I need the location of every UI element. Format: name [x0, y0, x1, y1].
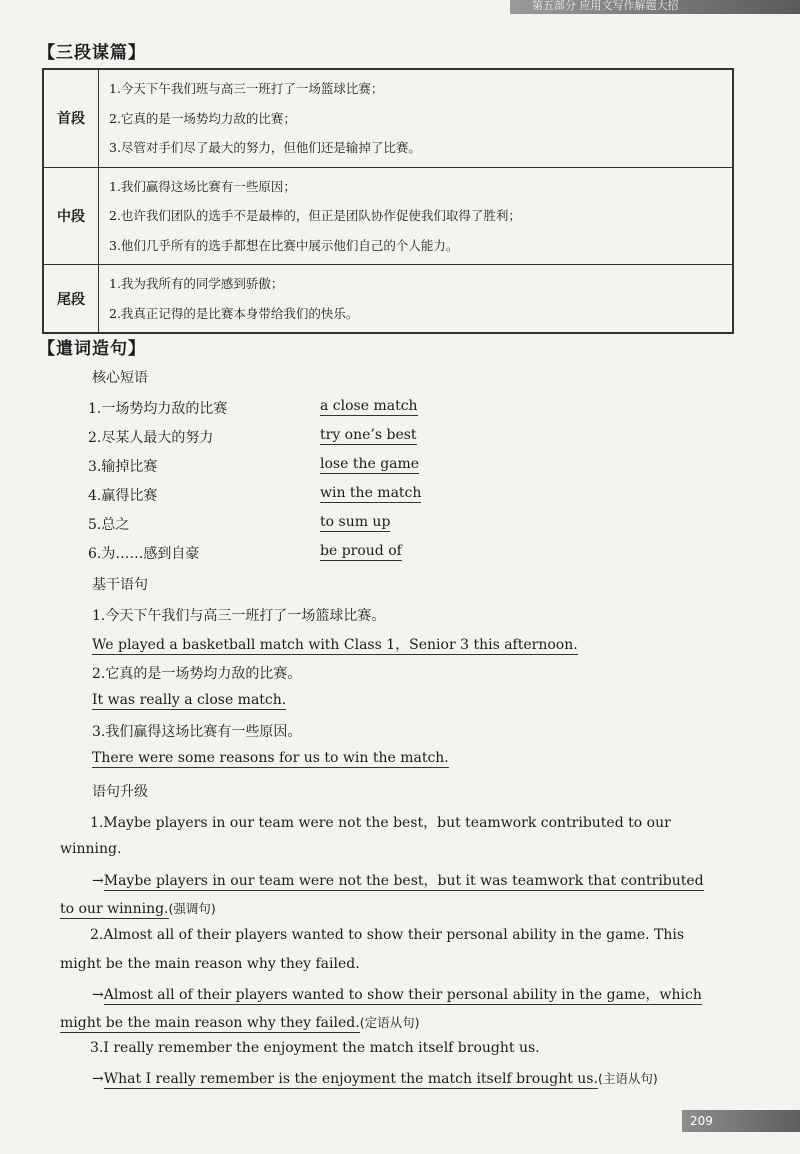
upgrade-original: 2.Almost all of their players wanted to show their personal ability in the game. This — [90, 927, 685, 943]
upgrade-original: 1.Maybe players in our team were not the best，but teamwork contributed to our — [90, 815, 671, 831]
outline-line: 3.他们几乎所有的选手都想在比赛中展示他们自己的个人能力。 — [109, 237, 459, 253]
phrase-zh: 4.赢得比赛 — [88, 488, 158, 504]
phrase-zh: 1.一场势均力敌的比赛 — [88, 401, 228, 417]
phrase-row — [88, 456, 488, 480]
phrase-row — [88, 543, 488, 567]
arrow-icon: → — [92, 873, 104, 889]
outline-line: 2.也许我们团队的选手不是最棒的，但正是团队协作促使我们取得了胜利； — [109, 208, 521, 223]
upgrade-answer: Almost all of their players wanted to show their personal ability in the game，which — [103, 987, 702, 1003]
phrase-zh: 6.为……感到自豪 — [88, 546, 200, 562]
phrase-en: be proud of — [320, 543, 402, 559]
basic-sentence-en: We played a basketball match with Class 1，Senior 3 this afternoon. — [92, 637, 578, 653]
arrow-icon: → — [92, 1071, 104, 1087]
phrase-row — [88, 485, 488, 509]
outline-line: 2.我真正记得的是比赛本身带给我们的快乐。 — [109, 305, 359, 321]
phrase-row — [88, 427, 488, 451]
phrase-en: try one’s best — [320, 427, 417, 443]
table-row — [43, 167, 733, 265]
basic-sentence-en: There were some reasons for us to win the match. — [92, 750, 449, 766]
table-row — [43, 69, 733, 167]
core-phrases-title: 核心短语 — [92, 370, 148, 386]
upgrade-answer: What I really remember is the enjoyment the match itself brought us. — [103, 1071, 598, 1087]
basic-sentence-zh: 1.今天下午我们与高三一班打了一场篮球比赛。 — [92, 608, 386, 624]
page-number: 209 — [682, 1110, 800, 1132]
phrase-en: a close match — [320, 398, 418, 414]
outline-line: 3.尽管对手们尽了最大的努力，但他们还是输掉了比赛。 — [109, 140, 421, 155]
arrow-icon: → — [92, 987, 104, 1003]
upgrade-original: might be the main reason why they failed. — [60, 956, 360, 972]
outline-line: 1.我们赢得这场比赛有一些原因； — [109, 178, 296, 194]
upgrade-answer: Maybe players in our team were not the best，but it was teamwork that contributed — [103, 873, 704, 889]
outline-line: 1.我为我所有的同学感到骄傲； — [109, 276, 284, 291]
table-row — [43, 265, 733, 334]
running-header: 第五部分 应用文写作解题大招 — [510, 0, 800, 14]
row-label: 尾段 — [43, 265, 99, 334]
upgrade-note: (主语从句) — [597, 1071, 658, 1086]
upgrade-original: 3.I really remember the enjoyment the match itself brought us. — [90, 1040, 540, 1056]
upgrade-title: 语句升级 — [92, 784, 148, 800]
phrase-en: to sum up — [320, 514, 391, 530]
phrase-row — [88, 398, 488, 422]
phrase-zh: 5.总之 — [88, 517, 130, 533]
phrase-zh: 3.输掉比赛 — [88, 459, 158, 475]
phrase-en: win the match — [320, 485, 422, 501]
basic-sentences-title: 基干语句 — [92, 577, 148, 593]
upgrade-answer: might be the main reason why they failed. — [60, 1015, 360, 1031]
upgrade-original: winning. — [60, 841, 122, 857]
phrase-row — [88, 514, 488, 538]
phrase-en: lose the game — [320, 456, 420, 472]
outline-line: 1.今天下午我们班与高三一班打了一场篮球比赛； — [109, 81, 384, 96]
row-label: 中段 — [43, 167, 99, 265]
section-title-outline: 【三段谋篇】 — [38, 43, 146, 63]
basic-sentence-zh: 2.它真的是一场势均力敌的比赛。 — [92, 666, 302, 682]
upgrade-note: (强调句) — [168, 901, 216, 916]
outline-table — [42, 68, 734, 334]
basic-sentence-en: It was really a close match. — [92, 692, 287, 708]
upgrade-note: (定语从句) — [359, 1015, 420, 1030]
phrase-zh: 2.尽某人最大的努力 — [88, 430, 214, 446]
outline-line: 2.它真的是一场势均力敌的比赛； — [109, 110, 296, 126]
row-label: 首段 — [43, 69, 99, 167]
basic-sentence-zh: 3.我们赢得这场比赛有一些原因。 — [92, 724, 302, 740]
section-title-wording: 【遣词造句】 — [38, 339, 146, 359]
upgrade-answer: to our winning. — [60, 901, 169, 917]
